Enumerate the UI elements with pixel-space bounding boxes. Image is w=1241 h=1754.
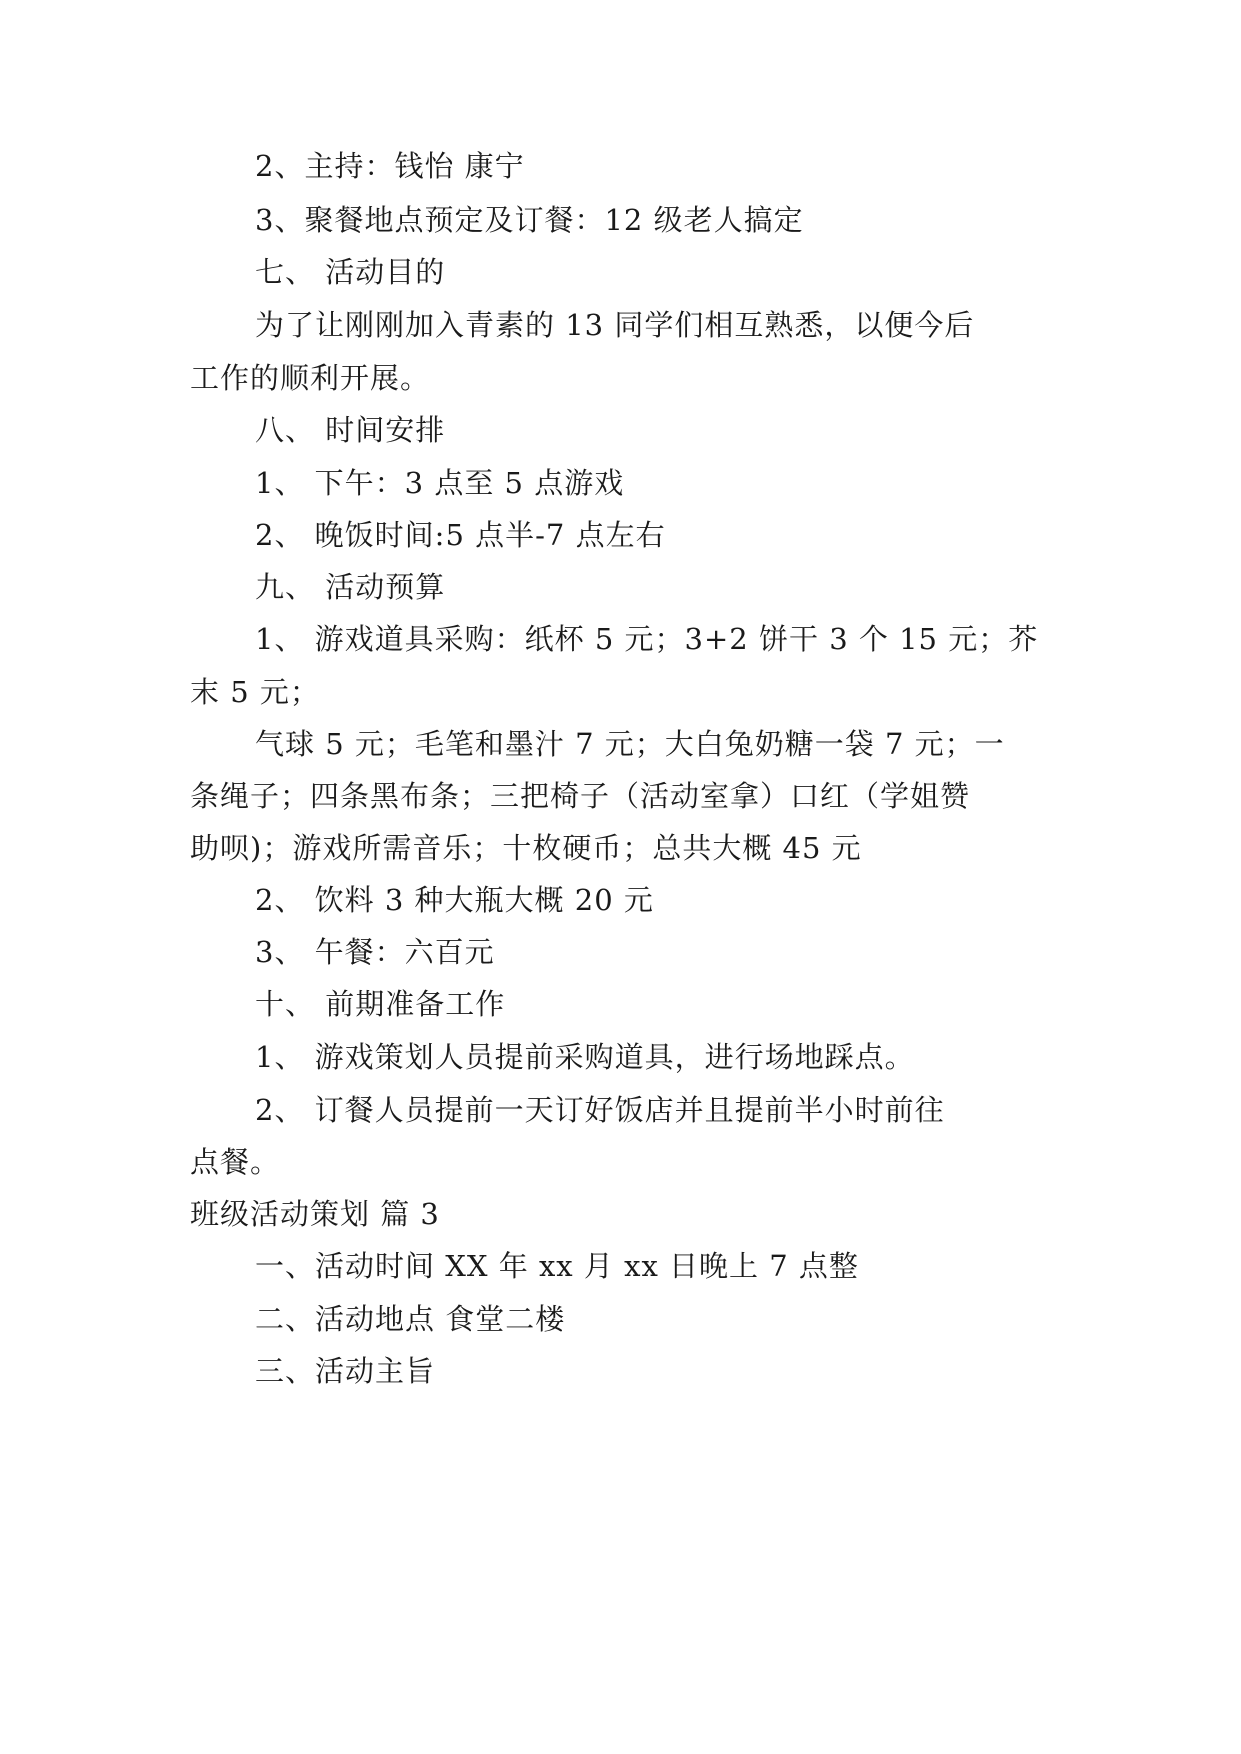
section-heading: 八、 时间安排 <box>255 413 446 447</box>
text-line: 助呗)；游戏所需音乐；十枚硬币；总共大概 45 元 <box>190 831 862 865</box>
text-line: 2、 订餐人员提前一天订好饭店并且提前半小时前往 <box>255 1093 945 1127</box>
text-line: 点餐。 <box>190 1145 281 1179</box>
text-line: 1、 下午：3 点至 5 点游戏 <box>255 466 625 500</box>
text-line: 条绳子；四条黑布条；三把椅子（活动室拿）口红（学姐赞 <box>190 779 971 813</box>
text-line: 1、 游戏策划人员提前采购道具，进行场地踩点。 <box>255 1040 915 1074</box>
section-heading: 七、 活动目的 <box>255 255 446 289</box>
text-line: 工作的顺利开展。 <box>190 361 431 395</box>
document-title: 班级活动策划 篇 3 <box>190 1197 440 1231</box>
text-line: 2、 饮料 3 种大瓶大概 20 元 <box>255 883 654 917</box>
text-line: 一、活动时间 XX 年 xx 月 xx 日晚上 7 点整 <box>255 1249 859 1283</box>
text-line: 为了让刚刚加入青素的 13 同学们相互熟悉，以便今后 <box>255 308 975 342</box>
text-line: 气球 5 元；毛笔和墨汁 7 元；大白兔奶糖一袋 7 元；一 <box>255 727 1005 761</box>
text-line: 3、 午餐：六百元 <box>255 935 495 969</box>
text-line: 末 5 元； <box>190 675 320 709</box>
section-heading: 十、 前期准备工作 <box>255 987 506 1021</box>
text-line: 二、活动地点 食堂二楼 <box>255 1302 566 1336</box>
text-line: 2、主持：钱怡 康宁 <box>255 149 525 183</box>
section-heading: 三、活动主旨 <box>255 1354 436 1388</box>
text-line: 3、聚餐地点预定及订餐：12 级老人搞定 <box>255 203 804 237</box>
text-line: 2、 晚饭时间:5 点半-7 点左右 <box>255 518 666 552</box>
section-heading: 九、 活动预算 <box>255 570 446 604</box>
text-line: 1、 游戏道具采购：纸杯 5 元；3+2 饼干 3 个 15 元；芥 <box>255 622 1039 656</box>
